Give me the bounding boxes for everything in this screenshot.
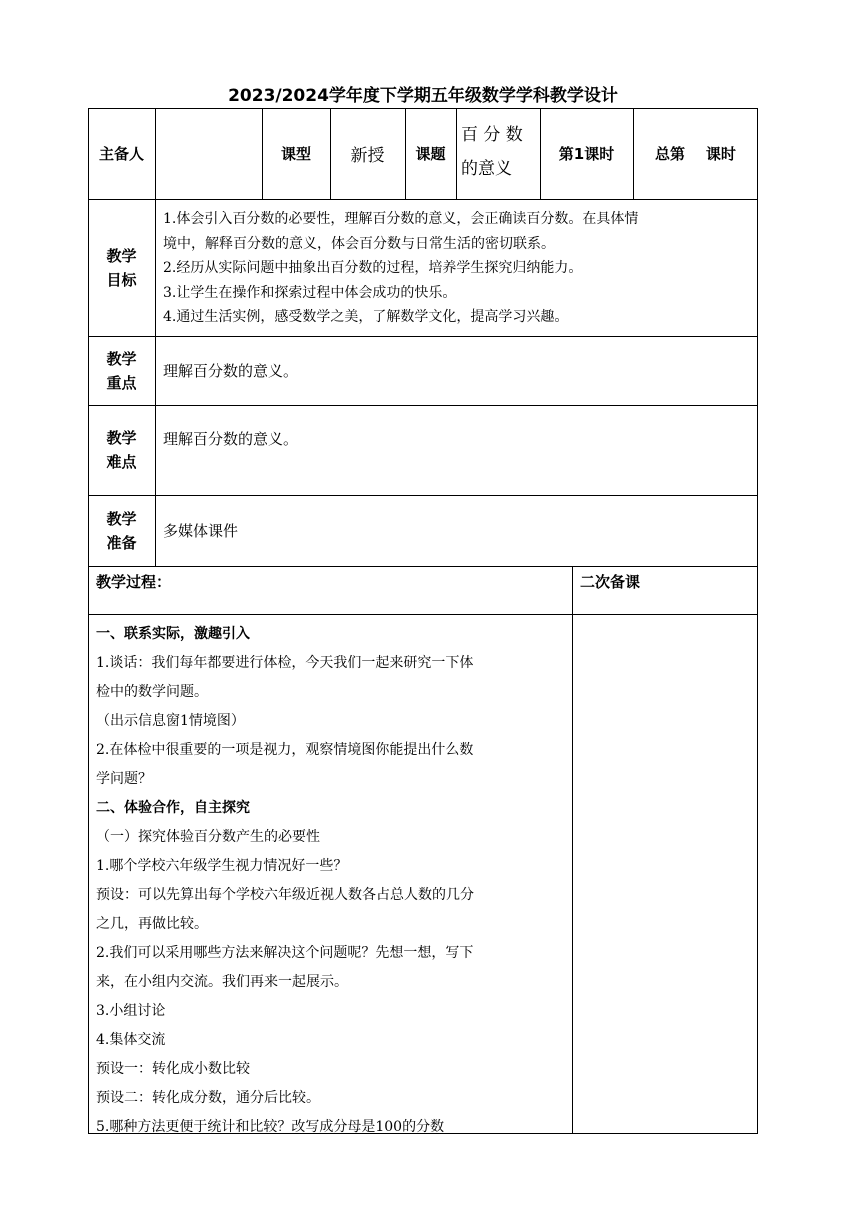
goal-line: 1.体会引入百分数的必要性，理解百分数的意义，会正确读百分数。在具体情 (163, 211, 639, 227)
difficulties-label-line: 难点 (106, 453, 137, 471)
process-line: 学问题？ (96, 771, 152, 787)
goals-label-line: 目标 (106, 270, 137, 289)
key-points-label-line: 重点 (106, 373, 137, 392)
process-line: 预设二：转化成分数，通分后比较。 (96, 1090, 320, 1106)
topic-label: 课题 (415, 145, 446, 163)
row-divider (88, 614, 758, 615)
total-lessons: 总第 课时 (655, 145, 736, 163)
preparer-value (155, 108, 262, 199)
process-line: 之几，再做比较。 (96, 916, 208, 932)
process-line: 检中的数学问题。 (96, 684, 208, 700)
preparation-content: 多媒体课件 (163, 521, 239, 540)
lesson-type-label: 课型 (280, 145, 311, 163)
column-divider (572, 566, 573, 1134)
goals-label-line: 教学 (106, 246, 137, 265)
preparation-label-line: 准备 (106, 533, 137, 552)
process-line: （一）探究体验百分数产生的必要性 (96, 829, 320, 845)
lesson-type-value: 新授 (350, 146, 385, 166)
process-line: 预设一：转化成小数比较 (96, 1061, 250, 1077)
row-divider (88, 199, 758, 200)
row-divider (88, 405, 758, 406)
key-points-label-line: 教学 (106, 349, 137, 368)
process-line: （出示信息窗1情境图） (96, 713, 245, 729)
process-line: 1.哪个学校六年级学生视力情况好一些？ (96, 858, 348, 874)
difficulties-label (88, 405, 155, 495)
goals-content (155, 207, 758, 332)
process-label: 教学过程： (96, 572, 172, 591)
process-line: 来，在小组内交流。我们再来一起展示。 (96, 974, 348, 990)
difficulties-content: 理解百分数的意义。 (163, 430, 299, 448)
process-line: 一、联系实际，激趣引入 (96, 626, 250, 642)
preparer-label: 主备人 (98, 145, 144, 163)
second-prep-label: 二次备课 (580, 572, 641, 591)
process-line: 二、体验合作，自主探究 (96, 800, 250, 816)
process-line: 2.我们可以采用哪些方法来解决这个问题呢？先想一想，写下 (96, 945, 474, 961)
preparation-label (88, 495, 155, 566)
goals-label (88, 199, 155, 336)
difficulties-label-line: 教学 (106, 429, 137, 447)
goal-line: 3.让学生在操作和探索过程中体会成功的快乐。 (163, 284, 457, 301)
process-line: 4.集体交流 (96, 1032, 166, 1048)
key-points-content: 理解百分数的意义。 (163, 361, 299, 380)
process-line: 预设：可以先算出每个学校六年级近视人数各占总人数的几分 (96, 887, 474, 903)
goal-line: 4.通过生活实例，感受数学之美，了解数学文化，提高学习兴趣。 (163, 309, 569, 325)
topic-value (456, 108, 540, 199)
process-line: 1.谈话：我们每年都要进行体检，今天我们一起来研究一下体 (96, 655, 474, 671)
preparation-label-line: 教学 (106, 509, 137, 528)
process-line: 2.在体检中很重要的一项是视力，观察情境图你能提出什么数 (96, 742, 474, 758)
topic-value-line: 的意义 (461, 159, 512, 179)
process-content (96, 620, 568, 1142)
document-title: 2023/2024学年度下学期五年级数学学科教学设计 (228, 86, 618, 106)
goal-line: 境中，解释百分数的意义，体会百分数与日常生活的密切联系。 (163, 235, 555, 252)
row-divider (88, 566, 758, 567)
process-line: 5.哪种方法更便于统计和比较？改写成分母是100的分数 (96, 1119, 445, 1135)
topic-value-line: 百 分 数 (461, 125, 523, 145)
lesson-number: 第1课时 (558, 145, 615, 163)
key-points-label (88, 336, 155, 405)
goal-line: 2.经历从实际问题中抽象出百分数的过程，培养学生探究归纳能力。 (163, 260, 583, 276)
process-line: 3.小组讨论 (96, 1003, 166, 1019)
